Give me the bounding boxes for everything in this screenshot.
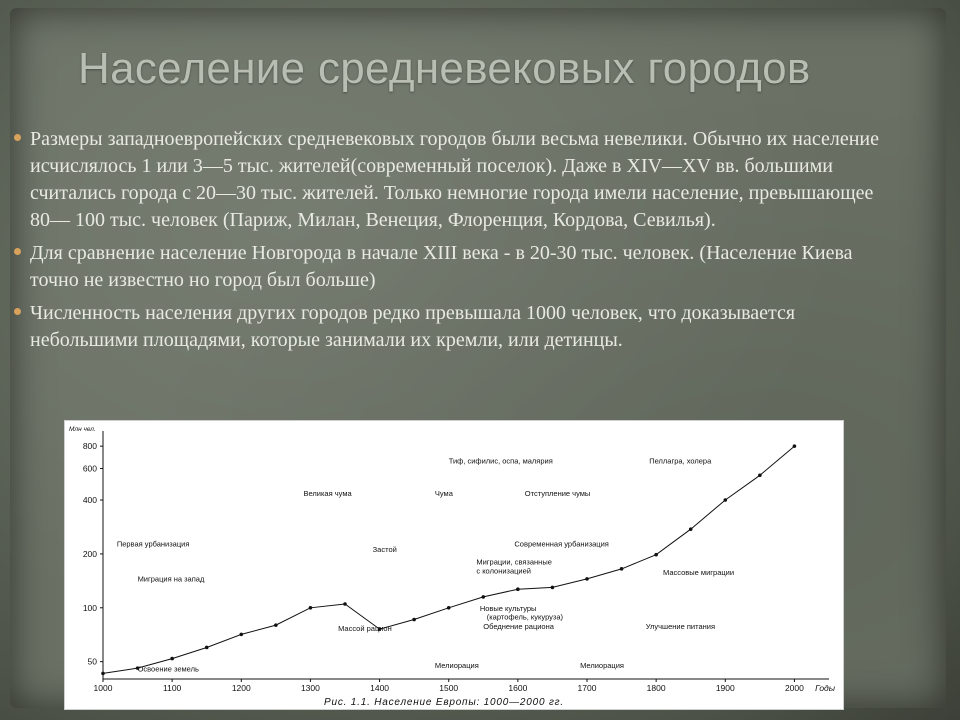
y-tick-label: 200 <box>82 548 97 559</box>
bullet-item <box>14 300 894 354</box>
chart-annotation: Мелиорация <box>434 661 479 671</box>
chart-caption: Рис. 1.1. Население Европы: 1000—2000 гг. <box>323 697 565 708</box>
chart-annotation: Чума <box>434 489 453 499</box>
data-point <box>585 577 589 581</box>
y-tick-label: 600 <box>82 463 97 474</box>
x-tick-label: 1800 <box>646 683 666 693</box>
chart-annotation: Массовые миграции <box>663 568 735 578</box>
data-point <box>758 473 762 477</box>
data-point <box>689 527 693 531</box>
chart-annotation: Современная урбанизация <box>514 539 609 549</box>
chart-annotation: Тиф, сифилис, оспа, малярия <box>448 456 553 466</box>
y-tick-label: 50 <box>87 656 97 667</box>
chart-annotation: Улучшение питания <box>645 622 716 632</box>
data-point <box>412 618 416 622</box>
chart-svg <box>65 421 843 709</box>
data-point <box>205 646 209 650</box>
x-tick-label: 1200 <box>231 683 251 693</box>
x-tick-label: 1100 <box>163 683 182 693</box>
slide-title: Население средневековых городов <box>78 44 811 93</box>
x-tick-label: 1000 <box>93 683 113 693</box>
chart-annotation: Великая чума <box>303 489 352 499</box>
x-tick-label: 1700 <box>577 683 597 693</box>
data-point <box>793 444 797 448</box>
bullet-text: Численность населения других городов редко превышала 1000 человек, что доказывается небольшими площадями, которые занимали их кремли, или детинцы. <box>30 302 796 351</box>
data-point <box>343 602 347 606</box>
bullet-item <box>14 126 894 234</box>
x-tick-label: 1300 <box>300 683 320 693</box>
x-tick-label: 1400 <box>370 683 390 693</box>
x-axis-label: Годы <box>815 683 835 693</box>
chart-annotation: с колонизацией <box>476 566 531 576</box>
chart-annotation: Мелиорация <box>580 661 624 671</box>
data-point <box>447 606 451 610</box>
chart-annotation: Застой <box>372 544 397 554</box>
bullet-icon <box>14 308 21 315</box>
y-tick-label: 400 <box>82 495 97 506</box>
x-tick-label: 1500 <box>439 683 459 693</box>
data-point <box>239 633 243 637</box>
bullet-icon <box>14 248 21 255</box>
y-tick-label: 100 <box>82 602 97 613</box>
bullet-text: Для сравнение население Новгорода в начале XIII века - в 20-30 тыс. человек. (Население Киева точно не известно но город был больше) <box>30 242 853 291</box>
x-tick-label: 1600 <box>508 683 528 693</box>
chart-annotation: Миграция на запад <box>137 574 205 584</box>
y-axis-label: Млн чел. <box>69 426 96 433</box>
data-point <box>170 657 174 661</box>
data-point <box>654 553 658 557</box>
data-point <box>309 606 313 610</box>
bullet-text: Размеры западноевропейских средневековых городов были весьма невелики. Обычно их население исчислялось 1 или 3—5 тыс. жителей(современный поселок). Даже в XIV—XV вв. большими считались города с 20—30 тыс. жителей. Только немногие города имели население, превышающее 80— 100 тыс. человек (Париж, Милан, Венеция, Флоренция, Кордова, Севилья). <box>30 128 880 231</box>
data-point <box>516 587 520 591</box>
chart-annotation: Пеллагра, холера <box>649 456 712 466</box>
population-chart <box>64 420 844 710</box>
bullet-item <box>14 240 894 294</box>
chart-annotation: Обеднение рациона <box>483 622 554 632</box>
series-line <box>103 446 794 673</box>
x-tick-label: 2000 <box>784 683 804 693</box>
chart-annotation: Отступление чумы <box>524 489 591 499</box>
y-tick-label: 800 <box>82 441 97 452</box>
data-point <box>274 623 278 627</box>
data-point <box>620 567 624 571</box>
chart-annotation: Новые культуры <box>479 603 537 613</box>
chart-annotation: (картофель, кукуруза) <box>486 612 564 622</box>
bullet-icon <box>14 134 21 141</box>
data-point <box>723 498 727 502</box>
data-point <box>101 672 105 676</box>
x-tick-label: 1900 <box>715 683 735 693</box>
bullet-list <box>14 126 894 360</box>
chart-annotation: Освоение земель <box>137 664 199 674</box>
chart-annotation: Массой рацион <box>338 624 392 634</box>
chart-annotation: Миграции, связанные <box>476 557 552 567</box>
data-point <box>551 586 555 590</box>
data-point <box>481 595 485 599</box>
chart-annotation: Первая урбанизация <box>116 539 190 549</box>
